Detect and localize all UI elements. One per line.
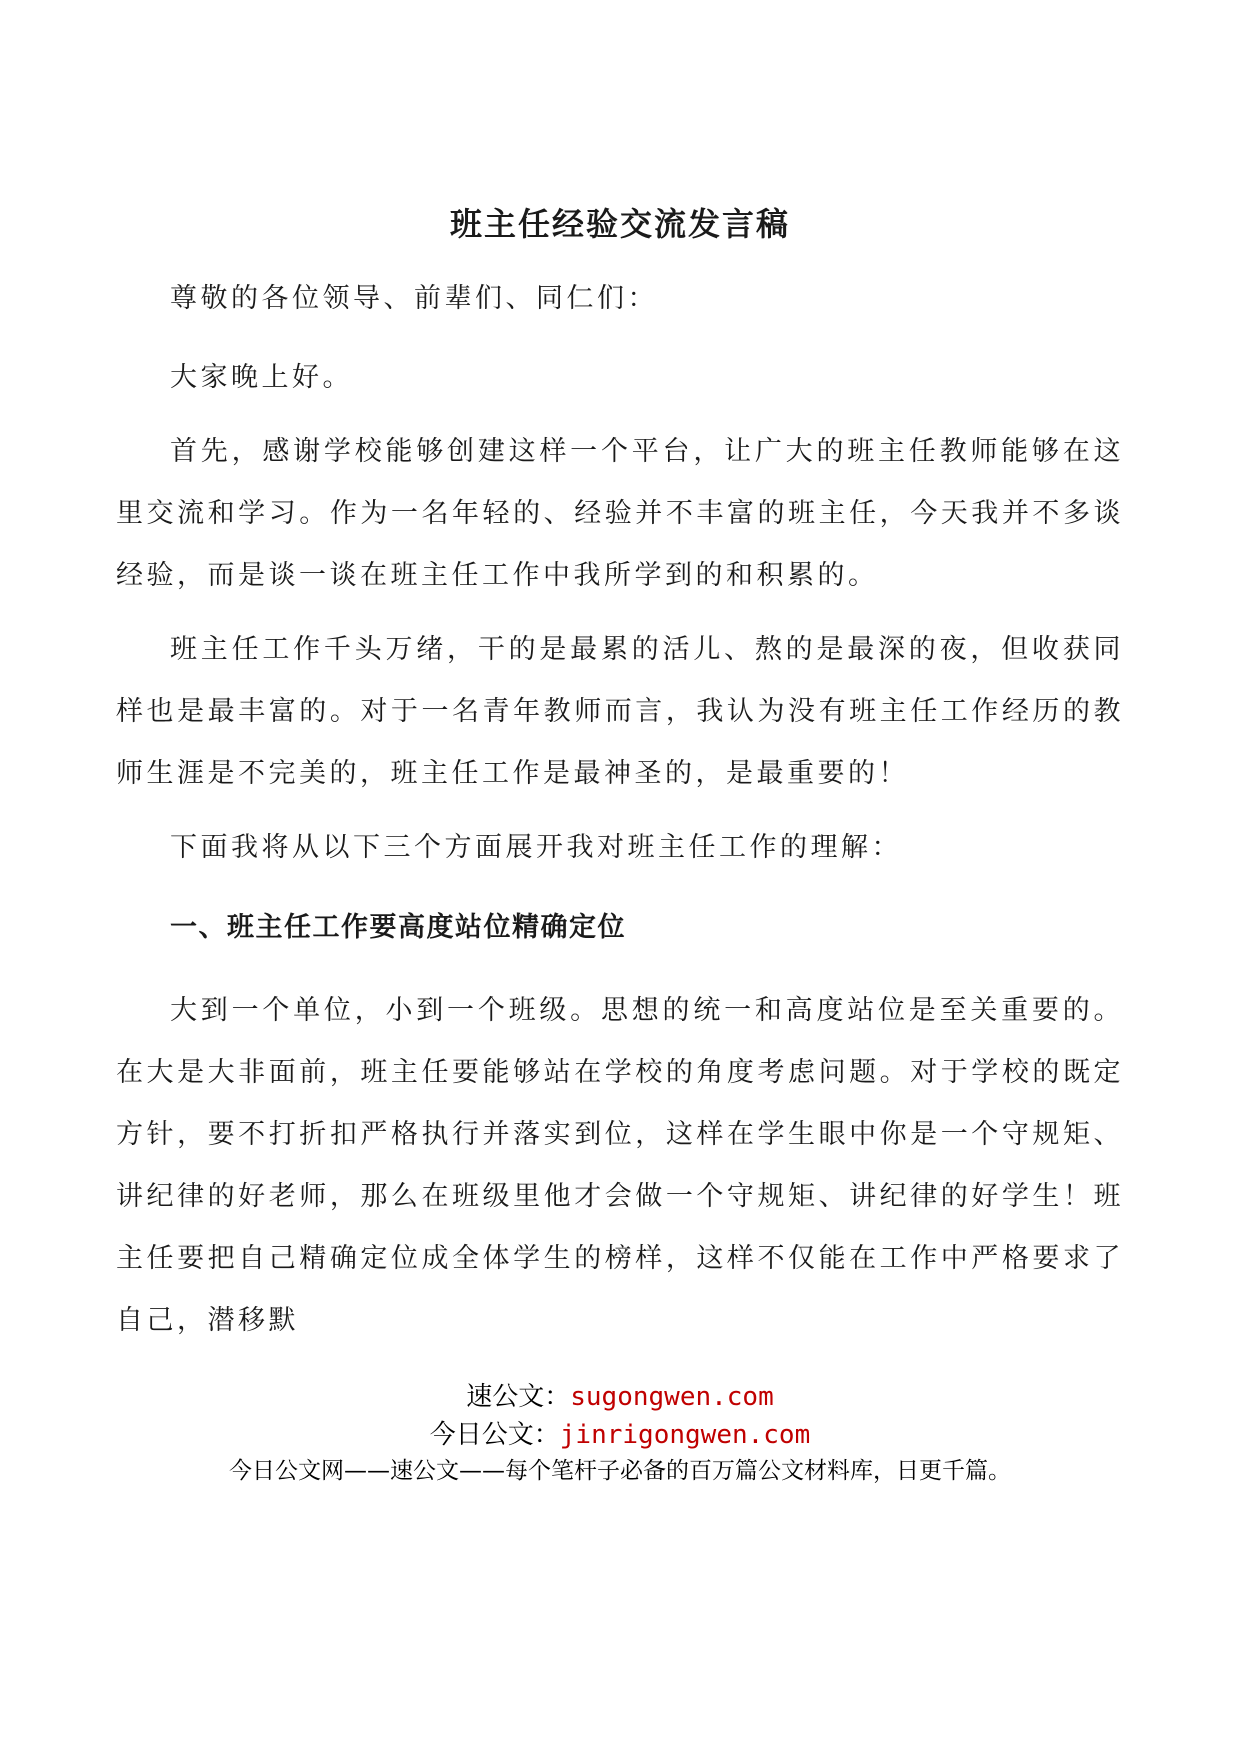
intro-paragraph: 首先，感谢学校能够创建这样一个平台，让广大的班主任教师能够在这里交流和学习。作为一名年轻的、经验并不丰富的班主任，今天我并不多谈经验，而是谈一谈在班主任工作中我所学到的和积累的。: [116, 436, 1124, 591]
footer-link-jinrigongwen[interactable]: jinrigongwen.com: [559, 1420, 811, 1450]
footer-label-jinrigongwen: 今日公文：: [429, 1420, 560, 1450]
footer: [0, 1378, 1240, 1488]
footer-link-sugongwen[interactable]: sugongwen.com: [570, 1382, 774, 1412]
outline-paragraph: 下面我将从以下三个方面展开我对班主任工作的理解：: [170, 832, 902, 863]
footer-line-jinrigongwen: [0, 1416, 1240, 1454]
document-title: 班主任经验交流发言稿: [449, 205, 790, 243]
section-heading-1: 一、班主任工作要高度站位精确定位: [170, 912, 626, 943]
footer-label-sugongwen: 速公文：: [466, 1382, 571, 1412]
section-1-paragraph: 大到一个单位，小到一个班级。思想的统一和高度站位是至关重要的。在大是大非面前，班主任要能够站在学校的角度考虑问题。对于学校的既定方针，要不打折扣严格执行并落实到位，这样在学生眼中你是一个守规矩、讲纪律的好老师，那么在班级里他才会做一个守规矩、讲纪律的好学生！班主任要把自己精确定位成全体学生的榜样，这样不仅能在工作中严格要求了自己，潜移默: [116, 995, 1124, 1336]
work-nature-paragraph: 班主任工作千头万绪，干的是最累的活儿、熬的是最深的夜，但收获同样也是最丰富的。对于一名青年教师而言，我认为没有班主任工作经历的教师生涯是不完美的，班主任工作是最神圣的，是最重要的！: [116, 634, 1124, 789]
footer-slogan: 今日公文网——速公文——每个笔杆子必备的百万篇公文材料库，日更千篇。: [229, 1458, 1011, 1484]
greeting-paragraph: 大家晚上好。: [170, 362, 353, 393]
salutation-paragraph: 尊敬的各位领导、前辈们、同仁们：: [170, 283, 658, 314]
footer-line-sugongwen: [0, 1378, 1240, 1416]
